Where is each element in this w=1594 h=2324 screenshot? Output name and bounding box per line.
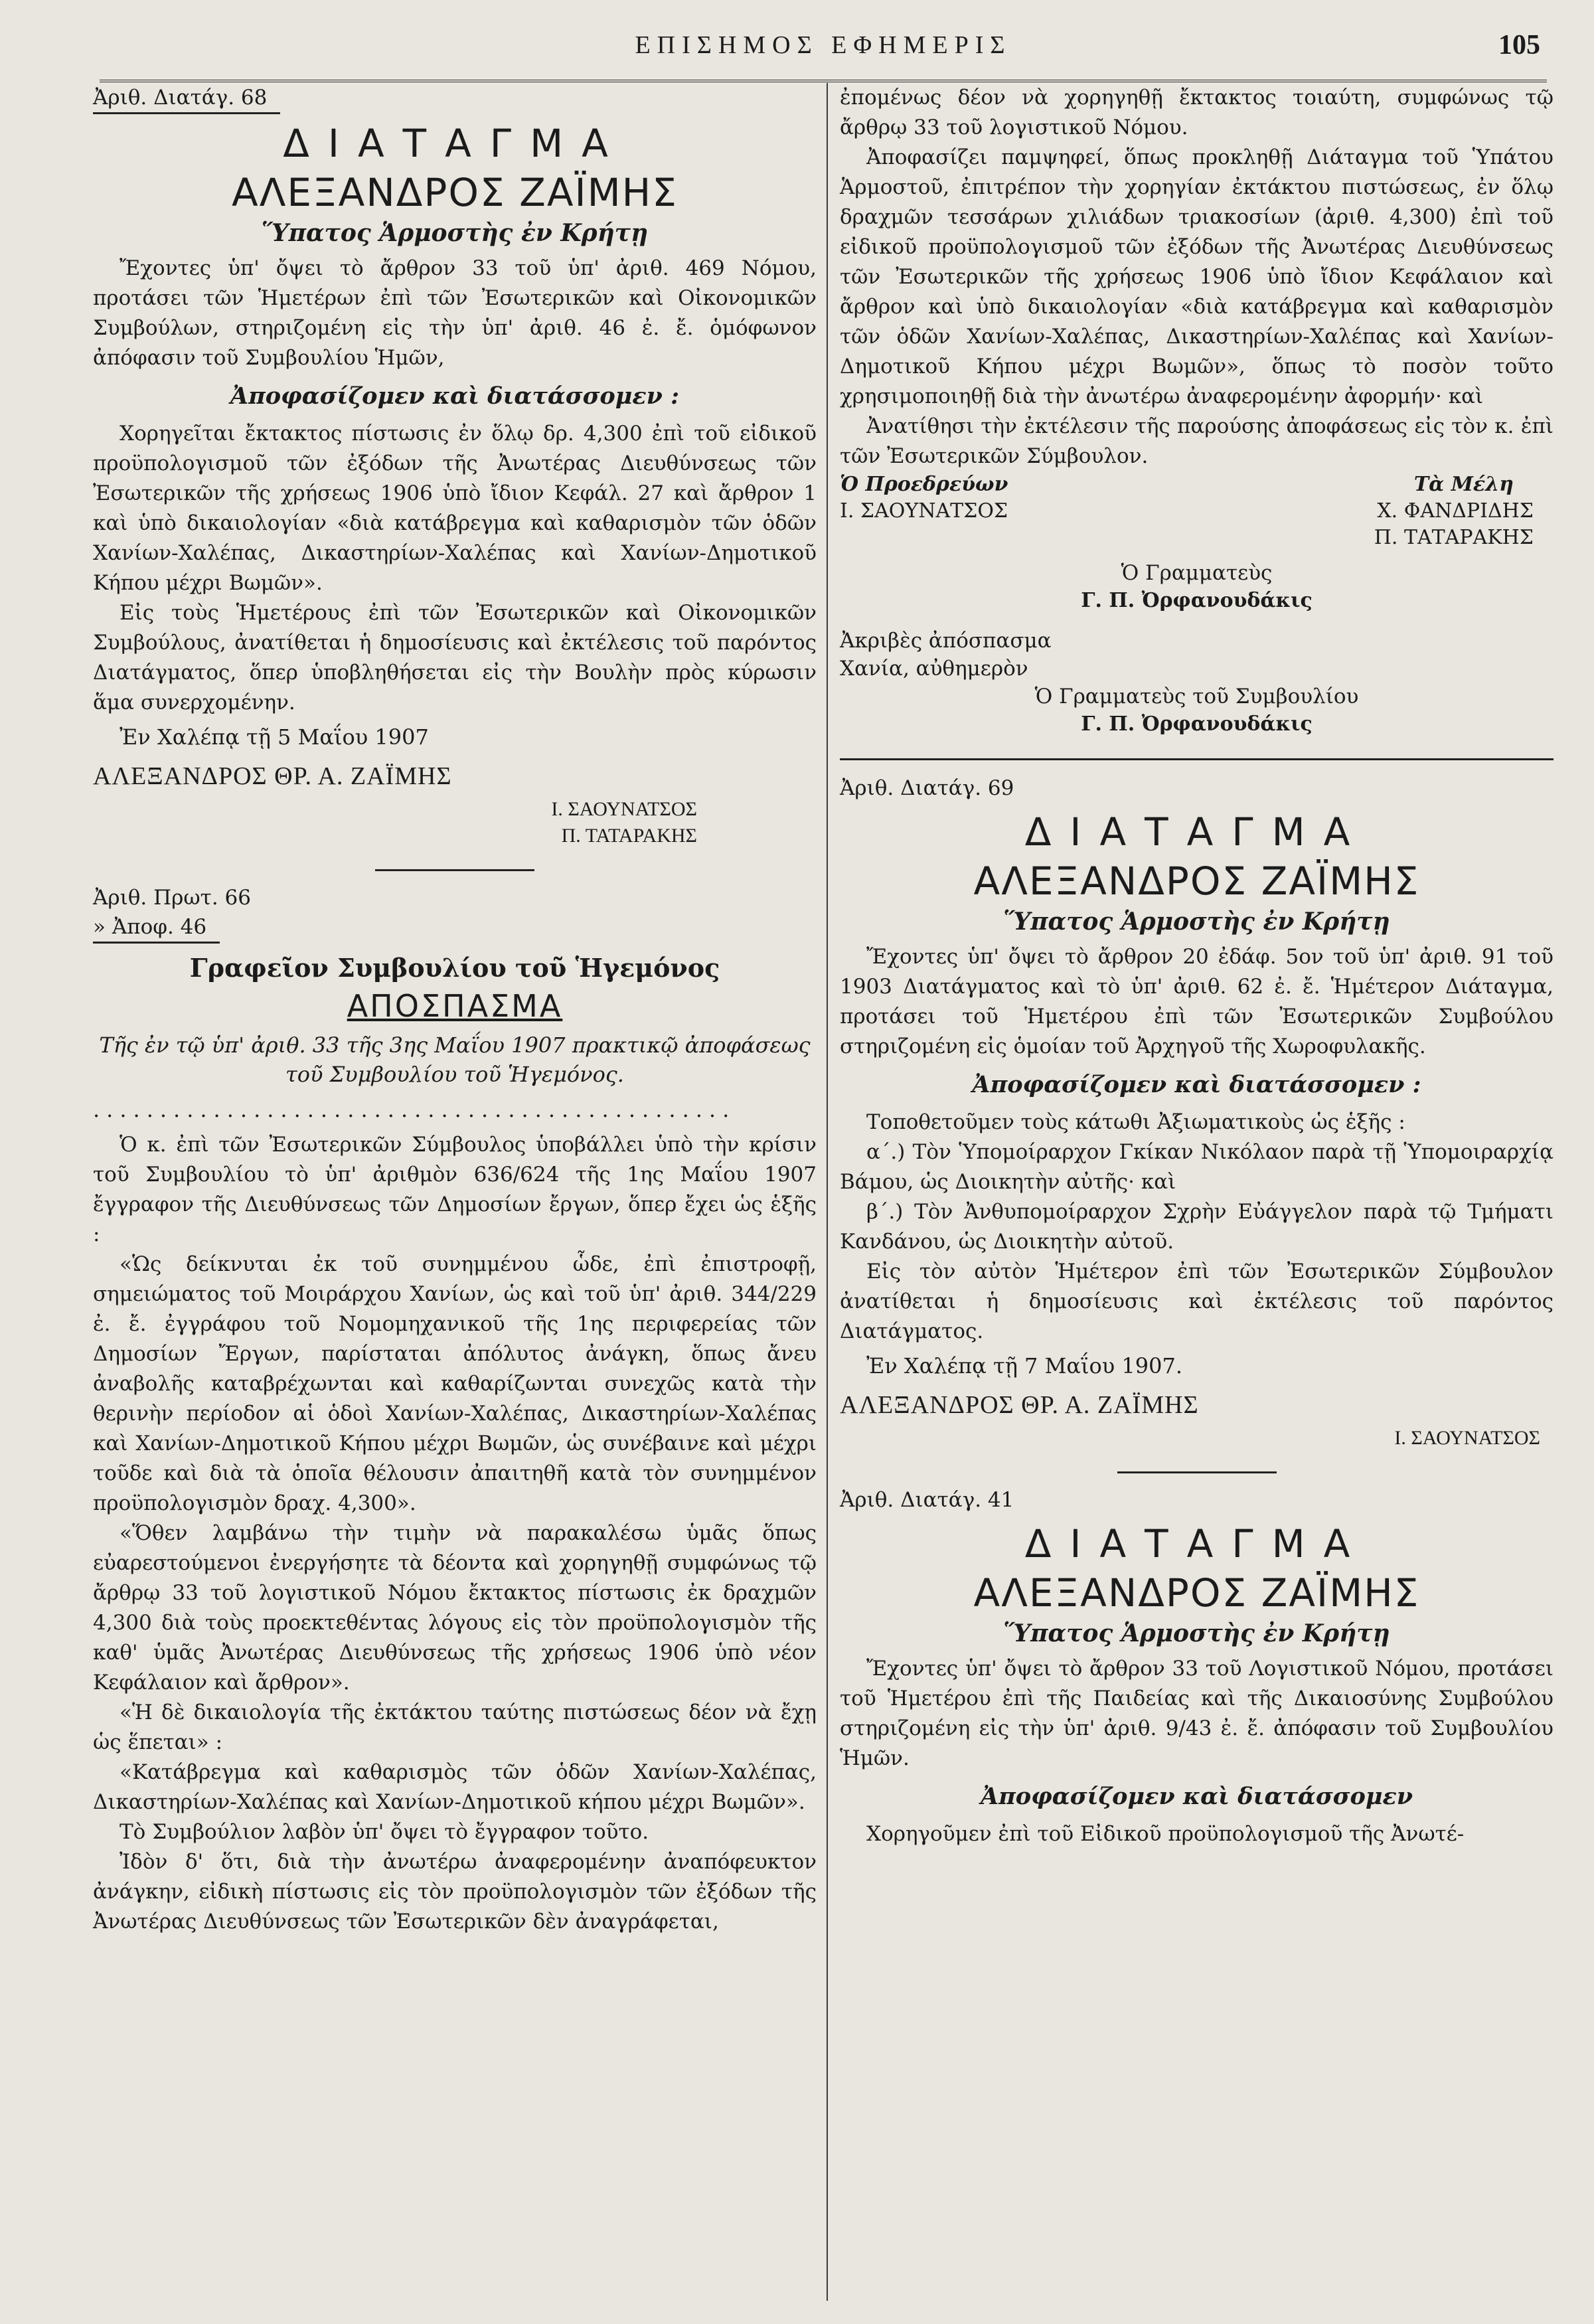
council-office-heading: Γραφεῖον Συμβουλίου τοῦ Ἡγεμόνος (189, 953, 720, 983)
signature-counsellor: Ι. ΣΑΟΥΝΑΤΣΟΣ (1394, 1427, 1540, 1449)
extract-continuation: ἐπομένως δέον νὰ χορηγηθῇ ἔκτακτος τοιαύτη, συμφώνως τῷ ἄρθρῳ 33 τοῦ λογιστικοῦ Νόμου. (840, 86, 1554, 139)
decree-number-68: Ἀριθ. Διατάγ. 68 (93, 83, 280, 114)
member-name-1: Χ. ΦΑΝΔΡΙΔΗΣ (1377, 499, 1534, 523)
section-divider (840, 758, 1554, 760)
extract-para-1: Ὁ κ. ἐπὶ τῶν Ἐσωτερικῶν Σύμβουλος ὑποβάλλει ὑπὸ τὴν κρίσιν τοῦ Συμβουλίου τὸ ὑπ' ἀριθμὸν 636/624 τῆς 1ης Μαΐου 1907 ἔγγραφον τῆς Διευθύνσεως τῶν Δημοσίων ἔργων, ὅπερ ἔχει ὡς ἑξῆς : (93, 1133, 817, 1246)
decree-item-a: α΄.) Τὸν Ὑπομοίραρχον Γκίκαν Νικόλαον παρὰ τῇ Ὑπομοιραρχίᾳ Βάμου, ὡς Διοικητὴν αὐτῆς· καὶ (840, 1140, 1554, 1194)
members-label: Τὰ Μέλη (1413, 473, 1514, 496)
council-secretary-label: Ὁ Γραμματεὺς τοῦ Συμβουλίου (1034, 685, 1359, 708)
page-number: 105 (1498, 30, 1540, 60)
decree-preamble: Ἔχοντες ὑπ' ὄψει τὸ ἄρθρον 33 τοῦ ὑπ' ἀριθ. 469 Νόμου, προτάσει τῶν Ἡμετέρων ἐπὶ τῶν Ἐσωτερικῶν καὶ Οἰκονομικῶν Συμβούλων, στηριζομένη εἰς τὴν ὑπ' ἀριθ. 46 ἐ. ἔ. ὁμόφωνον ἀπόφασιν τοῦ Συμβουλίου Ἡμῶν, (93, 256, 817, 370)
decree-number-41: Ἀριθ. Διατάγ. 41 (840, 1488, 1014, 1512)
decision-number: » Ἀποφ. 46 (93, 912, 220, 944)
extract-para-2: «Ὡς δείκνυται ἐκ τοῦ συνημμένου ὧδε, ἐπὶ ἐπιστροφῇ, σημειώματος τοῦ Μοιράρχου Χανίων, ὡς καὶ τοῦ ὑπ' ἀριθ. 344/229 ἐ. ἔ. ἐγγράφου τοῦ Νομομηχανικοῦ τῆς 1ης περιφερείας τῶν Δημοσίων Ἔργων, παρίσταται ἀπόλυτος ἀνάγκη, ὅπως ἄνευ ἀναβολῆς καταβρέχωνται καὶ καθαρίζωνται συνεχῶς κατὰ τὴν θερινὴν περίοδον αἱ ὁδοὶ Χανίων-Χαλέπας, Δικαστηρίων-Χαλέπας καὶ Χανίων-Δημοτικοῦ Κήπου μέχρι Βωμῶν, ὡς συνέβαινε καὶ μέχρι τοῦδε καὶ διὰ τὰ ὁποῖα θέλουσιν ἀπαιτηθῆ κατὰ τὸν συνημμένον προϋπολογισμὸν δραχ. 4,300». (93, 1252, 817, 1515)
decree-article: Χορηγεῖται ἔκτακτος πίστωσις ἐν ὅλῳ δρ. 4,300 ἐπὶ τοῦ εἰδικοῦ προϋπολογισμοῦ τῶν ἐξόδων τῆς Ἀνωτέρας Διευθύνσεως τῶν Ἐσωτερικῶν τῆς χρήσεως 1906 ὑπὸ ἴδιον Κεφάλ. 27 καὶ ἄρθρον 1 καὶ ὑπὸ δικαιολογίαν «διὰ κατάβρεγμα καὶ καθαρισμὸν τῶν ὁδῶν Χανίων-Χαλέπας, Δικαστηρίων-Χαλέπας καὶ Χανίων-Δημοτικοῦ Κήπου μέχρι Βωμῶν». (93, 422, 817, 595)
decree-date: Ἐν Χαλέπᾳ τῇ 7 Μαΐου 1907. (866, 1353, 1182, 1378)
decision-heading: Ἀποφασίζομεν καὶ διατάσσομεν (980, 1783, 1413, 1810)
column-divider (827, 83, 828, 2301)
decree-heading: ΔΙΑΤΑΓΜΑ (1024, 809, 1369, 855)
high-commissioner-name: ΑΛΕΞΑΝΔΡΟΣ ΖΑΪΜΗΣ (232, 170, 678, 215)
decree-execution: Εἰς τὸν αὐτὸν Ἡμέτερον ἐπὶ τῶν Ἐσωτερικῶν Σύμβουλον ἀνατίθεται ἡ δημοσίευσις καὶ ἐκτέλεσις τοῦ παρόντος Διατάγματος. (840, 1260, 1554, 1343)
president-label: Ὁ Προεδρεύων (840, 473, 1008, 496)
decision-heading: Ἀποφασίζομεν καὶ διατάσσομεν : (230, 382, 680, 410)
decree-execution: Εἰς τοὺς Ἡμετέρους ἐπὶ τῶν Ἐσωτερικῶν καὶ Οἰκονομικῶν Συμβούλους, ἀνατίθεται ἡ δημοσίευσις καὶ ἐκτέλεσις τοῦ παρόντος Διατάγματος, ὅπερ ὑποβληθήσεται εἰς τὴν Βουλὴν πρὸς κύρωσιν ἅμα συνερχομένην. (93, 601, 817, 714)
extract-para-7: Ἰδὸν δ' ὅτι, διὰ τὴν ἀνωτέρω ἀναφερομένην ἀναπόφευκτον ἀνάγκην, εἰδικὴ πίστωσις εἰς τὸν προϋπολογισμὸν τῶν ἐξόδων τῆς Ἀνωτέρας Διευθύνσεως τῶν Ἐσωτερικῶν δὲν ἀναγράφεται, (93, 1850, 817, 1934)
protocol-number: Ἀριθ. Πρωτ. 66 (93, 886, 251, 910)
page-header (100, 27, 1547, 82)
decree-article: Χορηγοῦμεν ἐπὶ τοῦ Εἰδικοῦ προϋπολογισμοῦ τῆς Ἀνωτέ- (866, 1822, 1465, 1846)
section-divider (1117, 1471, 1277, 1473)
signature-counsellor-2: Π. ΤΑΤΑΡΑΚΗΣ (561, 825, 697, 847)
secretary-label: Ὁ Γραμματεὺς (1121, 561, 1273, 585)
certified-copy-place: Χανία, αὐθημερὸν (840, 657, 1028, 681)
council-execution: Ἀνατίθησι τὴν ἐκτέλεσιν τῆς παρούσης ἀποφάσεως εἰς τὸν κ. ἐπὶ τῶν Ἐσωτερικῶν Σύμβουλον. (840, 414, 1554, 468)
decree-heading: ΔΙΑΤΑΓΜΑ (283, 121, 627, 166)
signature-main: ΑΛΕΞΑΝΔΡΟΣ ΘΡ. Α. ΖΑΪΜΗΣ (840, 1391, 1199, 1419)
president-name: Ι. ΣΑΟΥΝΑΤΣΟΣ (840, 499, 1008, 523)
decree-item-b: β΄.) Τὸν Ἀνθυπομοίραρχον Σχρὴν Εὐάγγελον παρὰ τῷ Τμήματι Κανδάνου, ὡς Διοικητὴν αὐτοῦ. (840, 1200, 1554, 1254)
omission-dots: ................................................ (93, 1097, 736, 1122)
extract-para-6: Τὸ Συμβούλιον λαβὸν ὑπ' ὄψει τὸ ἔγγραφον τοῦτο. (120, 1820, 649, 1844)
signature-counsellor-1: Ι. ΣΑΟΥΝΑΤΣΟΣ (551, 798, 697, 820)
decision-heading: Ἀποφασίζομεν καὶ διατάσσομεν : (972, 1071, 1421, 1098)
certified-copy-label: Ἀκριβὲς ἀπόσπασμα (840, 629, 1052, 653)
decree-article: Τοποθετοῦμεν τοὺς κάτωθι Ἀξιωματικοὺς ὡς ἑξῆς : (866, 1110, 1405, 1134)
extract-heading: ΑΠΟΣΠΑΣΜΑ (347, 988, 563, 1024)
extract-para-4: «Ἡ δὲ δικαιολογία τῆς ἐκτάκτου ταύτης πιστώσεως δέον νὰ ἔχῃ ὡς ἕπεται» : (93, 1701, 817, 1754)
secretary-name: Γ. Π. Ὀρφανουδάκις (1081, 589, 1313, 612)
decree-preamble: Ἔχοντες ὑπ' ὄψει τὸ ἄρθρον 33 τοῦ Λογιστικοῦ Νόμου, προτάσει τοῦ Ἡμετέρου ἐπὶ τῆς Παιδείας καὶ τῆς Δικαιοσύνης Συμβούλου στηριζομένη εἰς τὴν ὑπ' ἀριθ. 9/43 ἐ. ἔ. ἀπόφασιν τοῦ Συμβουλίου Ἡμῶν. (840, 1657, 1554, 1770)
signature-main: ΑΛΕΞΑΝΔΡΟΣ ΘΡ. Α. ΖΑΪΜΗΣ (93, 762, 452, 790)
high-commissioner-title: Ὕπατος Ἁρμοστὴς ἐν Κρήτῃ (1003, 908, 1390, 936)
right-column (840, 83, 1554, 1849)
left-column (93, 83, 817, 1937)
high-commissioner-name: ΑΛΕΞΑΝΔΡΟΣ ΖΑΪΜΗΣ (973, 1570, 1420, 1616)
council-decision: Ἀποφασίζει παμψηφεί, ὅπως προκληθῇ Διάταγμα τοῦ Ὑπάτου Ἁρμοστοῦ, ἐπιτρέπον τὴν χορηγίαν ἐκτάκτου πιστώσεως, ἐν ὅλῳ δραχμῶν τεσσάρων χιλιάδων τριακοσίων (ἀριθ. 4,300) ἐπὶ τοῦ εἰδικοῦ προϋπολογισμοῦ τῶν ἐξόδων τῆς Ἀνωτέρας Διευθύνσεως τῶν Ἐσωτερικῶν τῆς χρήσεως 1906 ὑπὸ ἴδιον Κεφάλαιον καὶ ἄρθρον καὶ ὑπὸ δικαιολογίαν «διὰ κατάβρεγμα καὶ καθαρισμὸν τῶν ὁδῶν Χανίων-Χαλέπας, Δικαστηρίων-Χαλέπας καὶ Χανίων-Δημοτικοῦ Κήπου μέχρι Βωμῶν», ὅπως τὸ ποσὸν τοῦτο χρησιμοποιηθῇ διὰ τὴν ἀνωτέρω ἀναφερομένην ἀφορμήν· καὶ (840, 145, 1554, 408)
council-secretary-name: Γ. Π. Ὀρφανουδάκις (1081, 712, 1313, 736)
high-commissioner-title: Ὕπατος Ἁρμοστὴς ἐν Κρήτῃ (1003, 1619, 1390, 1647)
decree-number-69: Ἀριθ. Διατάγ. 69 (840, 776, 1014, 800)
high-commissioner-name: ΑΛΕΞΑΝΔΡΟΣ ΖΑΪΜΗΣ (973, 859, 1420, 904)
decree-preamble: Ἔχοντες ὑπ' ὄψει τὸ ἄρθρον 20 ἐδάφ. 5ον τοῦ ὑπ' ἀριθ. 91 τοῦ 1903 Διατάγματος καὶ τὸ ὑπ' ἀριθ. 62 ἐ. ἔ. Ἡμέτερον Διάταγμα, προτάσει τοῦ Ἡμετέρου ἐπὶ τῶν Ἐσωτερικῶν Συμβούλου στηριζομένη εἰς ὁμοίαν τοῦ Ἀρχηγοῦ τῆς Χωροφυλακῆς. (840, 945, 1554, 1058)
member-name-2: Π. ΤΑΤΑΡΑΚΗΣ (1374, 526, 1534, 549)
high-commissioner-title: Ὕπατος Ἁρμοστὴς ἐν Κρήτῃ (261, 219, 649, 247)
extract-source-note: Τῆς ἐν τῷ ὑπ' ἀριθ. 33 τῆς 3ης Μαΐου 1907 πρακτικῷ ἀποφάσεως τοῦ Συμβουλίου τοῦ Ἡγεμόνος. (99, 1033, 811, 1087)
extract-para-5: «Κατάβρεγμα καὶ καθαρισμὸς τῶν ὁδῶν Χανίων-Χαλέπας, Δικαστηρίων-Χαλέπας καὶ Χανίων-Δημοτικοῦ κήπου μέχρι Βωμῶν». (93, 1760, 817, 1814)
section-divider (375, 869, 534, 871)
gazette-title: ΕΠΙΣΗΜΟΣ ΕΦΗΜΕΡΙΣ (635, 31, 1012, 59)
decree-heading: ΔΙΑΤΑΓΜΑ (1024, 1521, 1369, 1566)
decree-date: Ἐν Χαλέπᾳ τῇ 5 Μαΐου 1907 (120, 724, 429, 750)
extract-para-3: «Ὅθεν λαμβάνω τὴν τιμὴν νὰ παρακαλέσω ὑμᾶς ὅπως εὐαρεστούμενοι ἐνεργήσητε τὰ δέοντα καὶ χορηγηθῇ συμφώνως τῷ ἄρθρῳ 33 τοῦ λογιστικοῦ Νόμου ἔκτακτος πίστωσις ἐκ δραχμῶν 4,300 διὰ τοὺς προεκτεθέντας λόγους εἰς τὸν προϋπολογισμὸν τῆς καθ' ὑμᾶς Ἀνωτέρας Διευθύνσεως τῆς χρήσεως 1906 ὑπὸ νέον Κεφάλαιον καὶ ἄρθρον». (93, 1521, 817, 1695)
